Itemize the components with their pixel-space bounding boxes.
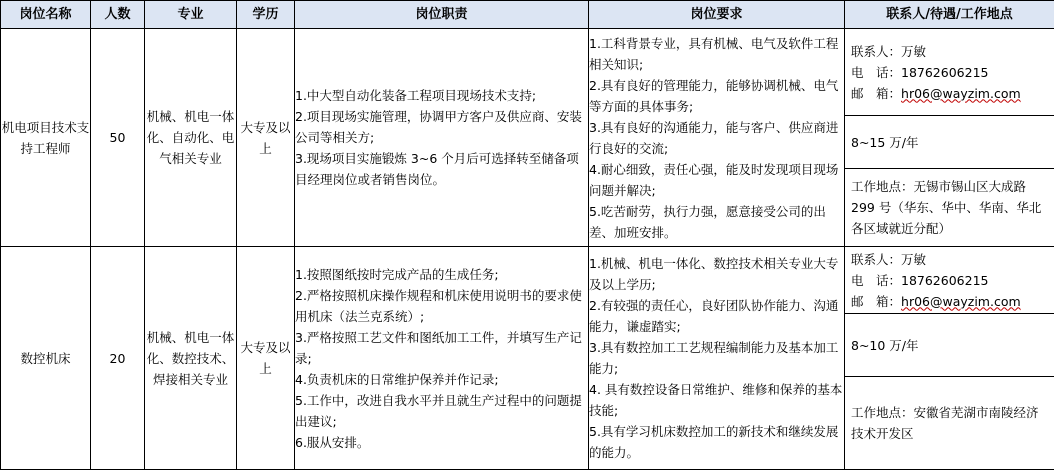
work-location: 工作地点：安徽省芜湖市南陵经济技术开发区 xyxy=(845,377,1054,469)
contact-info xyxy=(845,247,1054,314)
requirement-item: 5.吃苦耐劳，执行力强，愿意接受公司的出差、加班安排。 xyxy=(589,201,844,243)
header-count: 人数 xyxy=(91,1,145,29)
contact-person: 联系人：万敏 xyxy=(851,249,1021,270)
duty-item: 6.服从安排。 xyxy=(295,432,588,453)
job-education: 大专及以上 xyxy=(237,29,295,247)
duty-item: 3.现场项目实施锻炼 3~6 个月后可选择转至储备项目经理岗位或者销售岗位。 xyxy=(295,148,588,190)
duty-item: 3.严格按照工艺文件和图纸加工工件，并填写生产记录; xyxy=(295,327,588,369)
table-row xyxy=(1,247,1054,470)
header-requirements: 岗位要求 xyxy=(589,1,845,29)
requirement-item: 5.具有学习机床数控加工的新技术和继续发展的能力。 xyxy=(589,421,844,463)
salary: 8~10 万/年 xyxy=(845,314,1054,377)
duty-item: 5.工作中，改进自我水平并且就生产过程中的问题提出建议; xyxy=(295,390,588,432)
requirement-item: 4.耐心细致，责任心强，能及时发现项目现场问题并解决; xyxy=(589,159,844,201)
header-job-name: 岗位名称 xyxy=(1,1,91,29)
salary: 8~15 万/年 xyxy=(845,116,1054,169)
job-duties xyxy=(295,247,589,470)
contact-phone: 电 话：18762606215 xyxy=(851,62,1021,83)
requirement-item: 4. 具有数控设备日常维护、维修和保养的基本技能; xyxy=(589,379,844,421)
contact-email: 邮 箱：hr06@wayzim.com xyxy=(851,83,1021,104)
requirement-item: 2.具有良好的管理能力，能够协调机械、电气等方面的具体事务; xyxy=(589,75,844,117)
requirement-item: 3.具有良好的沟通能力，能与客户、供应商进行良好的交流; xyxy=(589,117,844,159)
duty-item: 4.负责机床的日常维护保养并作记录; xyxy=(295,369,588,390)
contact-cell xyxy=(845,29,1054,247)
contact-info xyxy=(845,29,1054,116)
requirement-item: 1.工科背景专业，具有机械、电气及软件工程相关知识; xyxy=(589,33,844,75)
job-duties xyxy=(295,29,589,247)
job-name: 机电项目技术支持工程师 xyxy=(1,29,91,247)
requirement-item: 1.机械、机电一体化、数控技术相关专业大专及以上学历; xyxy=(589,253,844,295)
duty-item: 1.中大型自动化装备工程项目现场技术支持; xyxy=(295,85,588,106)
job-major: 机械、机电一体化、自动化、电气相关专业 xyxy=(145,29,237,247)
contact-person: 联系人：万敏 xyxy=(851,41,1021,62)
job-count: 20 xyxy=(91,247,145,470)
email-link[interactable]: hr06@wayzim.com xyxy=(901,294,1021,309)
email-link[interactable]: hr06@wayzim.com xyxy=(901,86,1021,101)
header-major: 专业 xyxy=(145,1,237,29)
job-major: 机械、机电一体化、数控技术、焊接相关专业 xyxy=(145,247,237,470)
job-requirements xyxy=(589,247,845,470)
requirement-item: 3.具有数控加工工艺规程编制能力及基本加工能力; xyxy=(589,337,844,379)
requirement-item: 2.有较强的责任心，良好团队协作能力、沟通能力，谦虚踏实; xyxy=(589,295,844,337)
header-duties: 岗位职责 xyxy=(295,1,589,29)
job-name: 数控机床 xyxy=(1,247,91,470)
work-location: 工作地点：无锡市锡山区大成路 299 号（华东、华中、华南、华北各区域就近分配） xyxy=(845,169,1054,246)
contact-cell xyxy=(845,247,1054,470)
duty-item: 2.项目现场实施管理，协调甲方客户及供应商、安装公司等相关方; xyxy=(295,106,588,148)
header-education: 学历 xyxy=(237,1,295,29)
table-row xyxy=(1,29,1054,247)
header-row xyxy=(1,1,1054,29)
job-education: 大专及以上 xyxy=(237,247,295,470)
contact-email: 邮 箱：hr06@wayzim.com xyxy=(851,291,1021,312)
contact-phone: 电 话：18762606215 xyxy=(851,270,1021,291)
job-count: 50 xyxy=(91,29,145,247)
duty-item: 2.严格按照机床操作规程和机床使用说明书的要求使用机床（法兰克系统）; xyxy=(295,285,588,327)
header-contact: 联系人/待遇/工作地点 xyxy=(845,1,1054,29)
duty-item: 1.按照图纸按时完成产品的生成任务; xyxy=(295,264,588,285)
job-requirements xyxy=(589,29,845,247)
